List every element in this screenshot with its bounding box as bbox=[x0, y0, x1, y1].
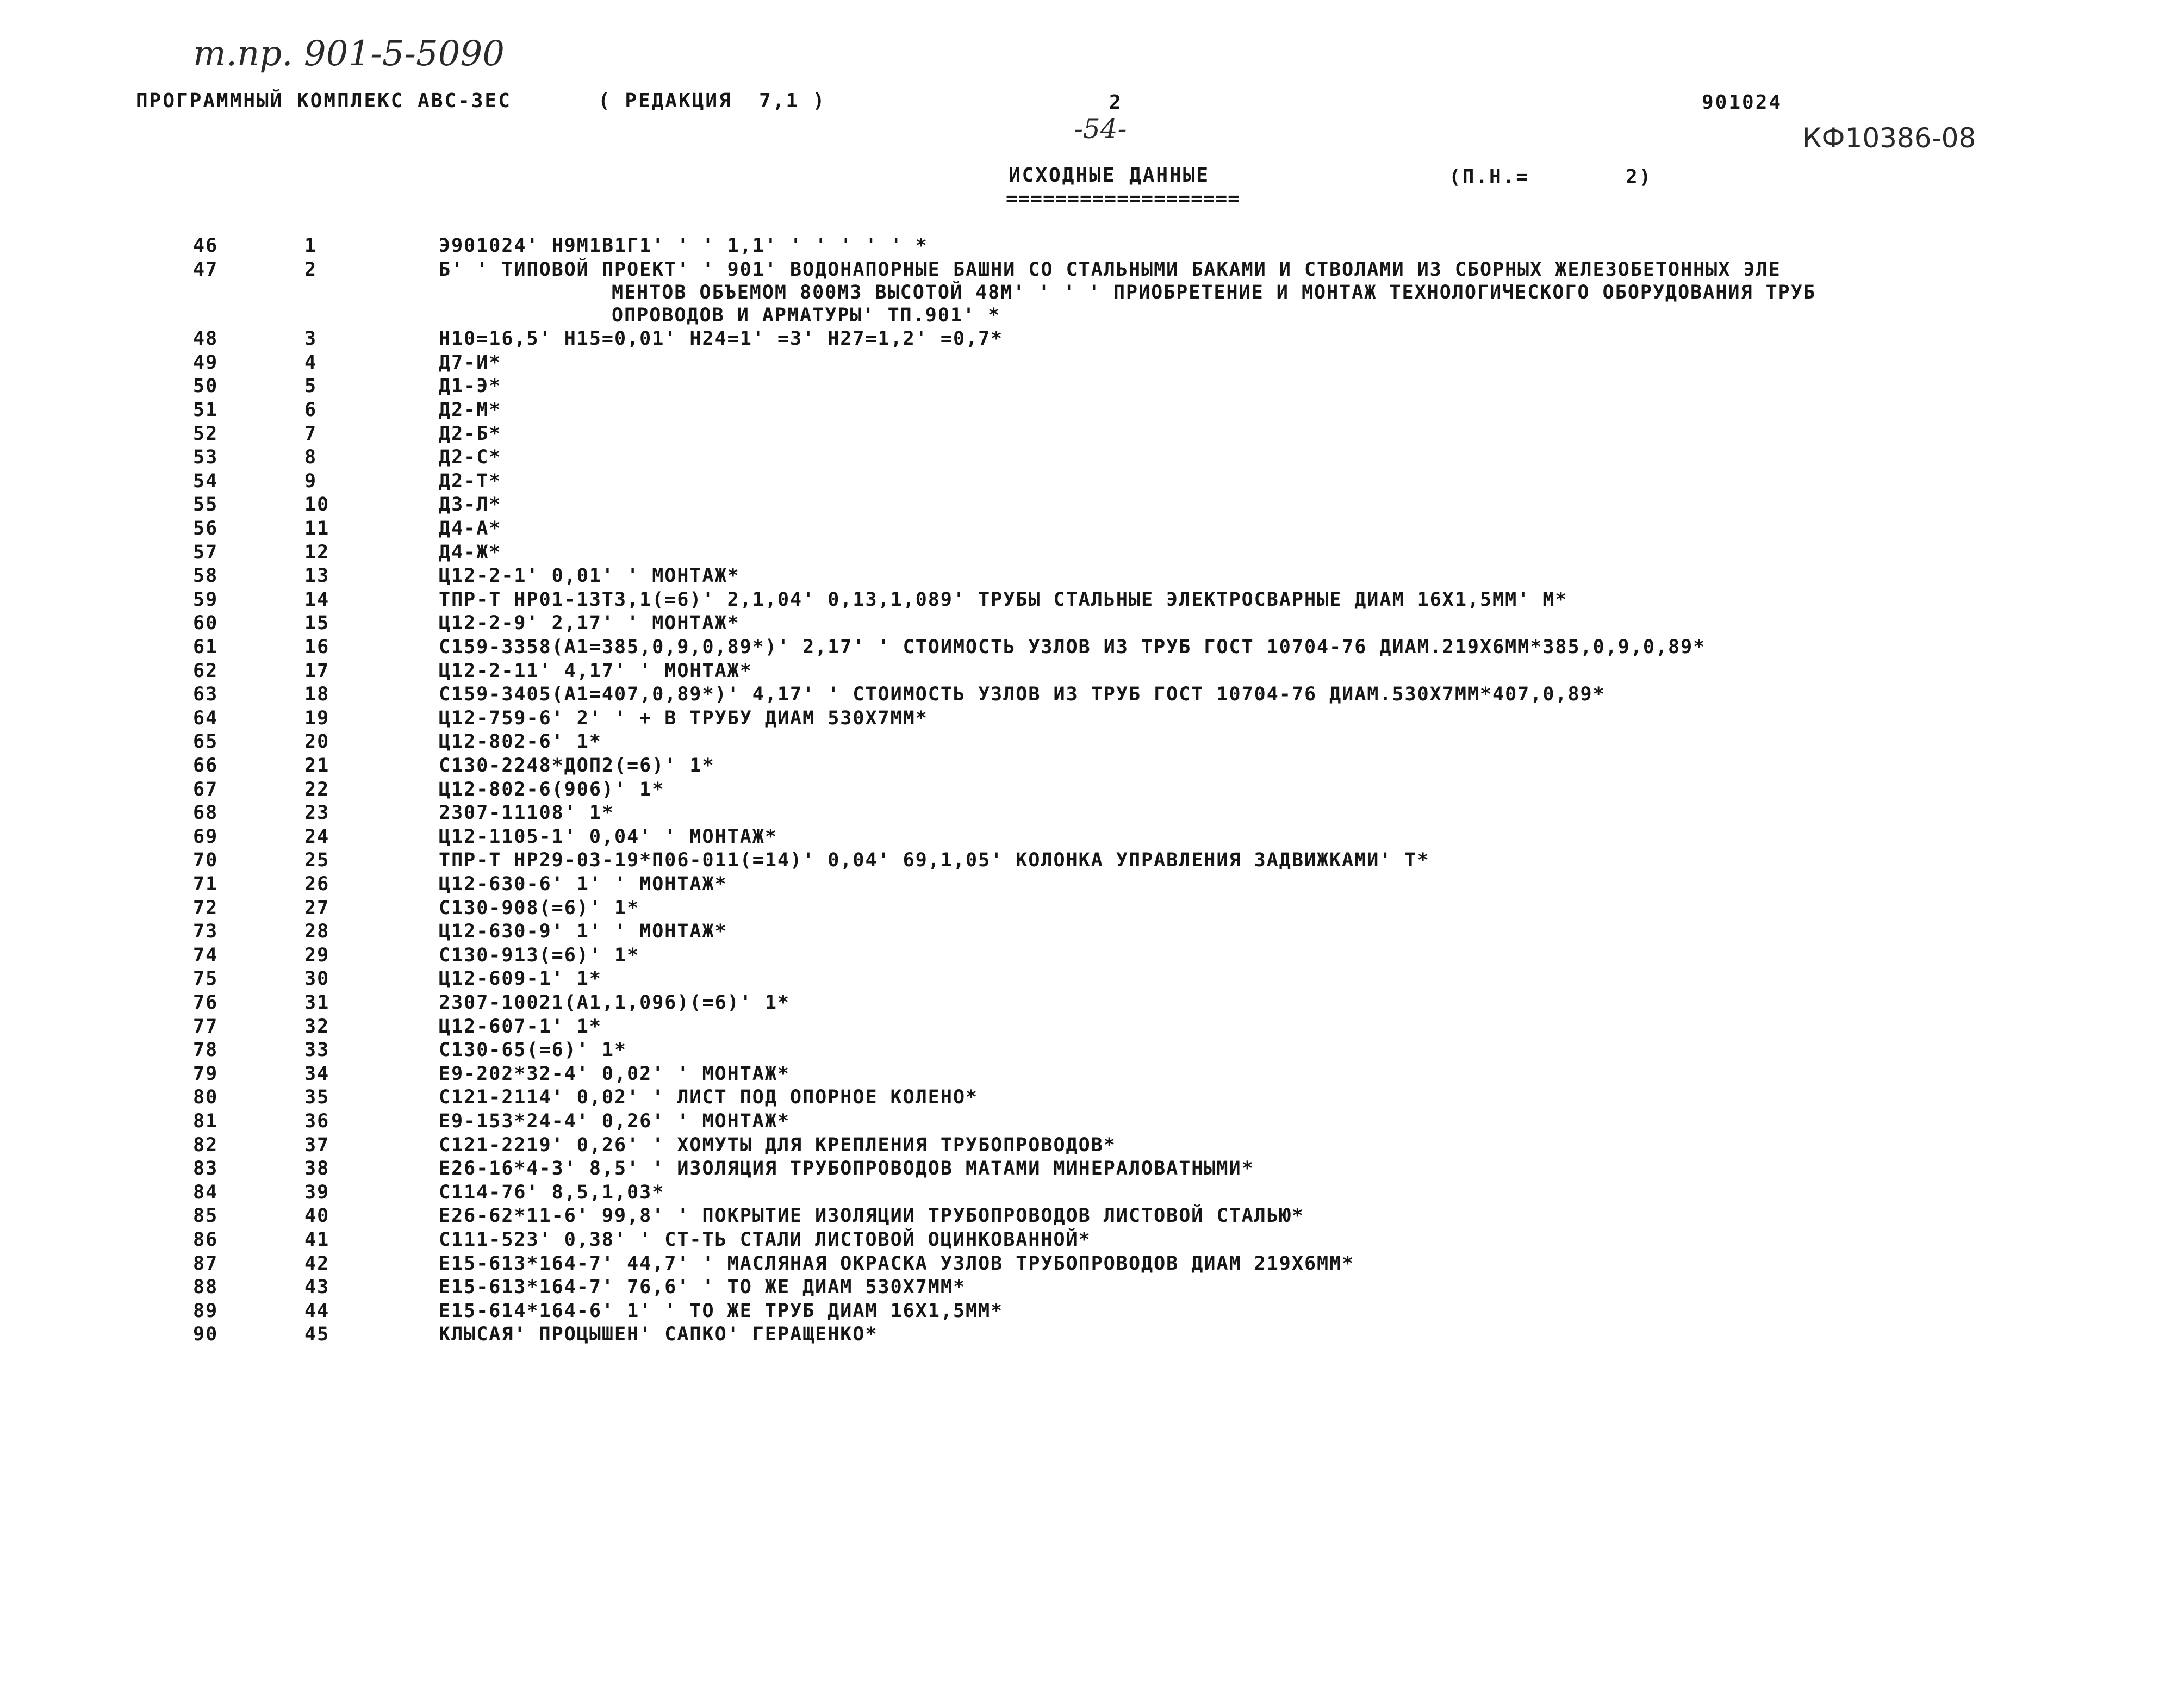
record-line: Д2-Б* bbox=[439, 423, 502, 445]
row-sequence-number: 70 bbox=[193, 849, 219, 872]
section-title-underline: =================== bbox=[1006, 188, 1240, 210]
row-record-number: 43 bbox=[304, 1276, 330, 1299]
row-sequence-number: 60 bbox=[193, 612, 219, 635]
record-line: С121-2219' 0,26' ' ХОМУТЫ ДЛЯ КРЕПЛЕНИЯ ТРУБОПРОВОДОВ* bbox=[439, 1134, 1116, 1156]
row-sequence-number: 53 bbox=[193, 446, 219, 469]
row-record-text bbox=[439, 636, 1706, 659]
row-record-number: 18 bbox=[304, 684, 330, 706]
row-record-text bbox=[439, 1016, 602, 1039]
row-record-number: 17 bbox=[304, 660, 330, 682]
record-line: Н10=16,5' Н15=0,01' Н24=1' =3' Н27=1,2' =0,7* bbox=[439, 328, 1004, 350]
row-sequence-number: 54 bbox=[193, 470, 219, 492]
row-record-text bbox=[439, 707, 928, 730]
row-record-number: 27 bbox=[304, 897, 330, 919]
record-line: С159-3405(А1=407,0,89*)' 4,17' ' СТОИМОСТЬ УЗЛОВ ИЗ ТРУБ ГОСТ 10704-76 ДИАМ.530Х7ММ*407,0,89* bbox=[439, 684, 1606, 706]
handwritten-page-number: -54- bbox=[1074, 113, 1127, 145]
record-line: Ц12-609-1' 1* bbox=[439, 968, 602, 990]
record-line: Э901024' Н9М1В1Г1' ' ' 1,1' ' ' ' ' ' * bbox=[439, 235, 928, 257]
row-sequence-number: 55 bbox=[193, 494, 219, 516]
record-line: Ц12-1105-1' 0,04' ' МОНТАЖ* bbox=[439, 825, 777, 848]
record-line: С121-2114' 0,02' ' ЛИСТ ПОД ОПОРНОЕ КОЛЕНО* bbox=[439, 1086, 979, 1109]
row-sequence-number: 50 bbox=[193, 375, 219, 397]
row-sequence-number: 47 bbox=[193, 258, 219, 281]
row-record-text bbox=[439, 945, 639, 967]
row-record-number: 11 bbox=[304, 518, 330, 539]
row-record-text bbox=[439, 352, 501, 375]
row-sequence-number: 52 bbox=[193, 423, 219, 445]
row-sequence-number: 85 bbox=[193, 1205, 219, 1227]
record-line: Ц12-2-9' 2,17' ' МОНТАЖ* bbox=[439, 612, 740, 635]
record-line: С114-76' 8,5,1,03* bbox=[439, 1181, 665, 1203]
row-record-text bbox=[439, 873, 727, 896]
row-record-number: 45 bbox=[304, 1324, 330, 1346]
row-record-number: 14 bbox=[304, 588, 330, 611]
row-sequence-number: 51 bbox=[193, 399, 219, 421]
row-sequence-number: 64 bbox=[193, 707, 219, 729]
row-record-text bbox=[439, 897, 639, 920]
record-line: Б' ' ТИПОВОЙ ПРОЕКТ' ' 901' ВОДОНАПОРНЫЕ БАШНИ СО СТАЛЬНЫМИ БАКАМИ И СТВОЛАМИ ИЗ СБОРНЫХ ЖЕЛЕЗОБЕТОННЫХ ЭЛЕ bbox=[439, 258, 1781, 281]
row-record-number: 41 bbox=[304, 1229, 330, 1251]
row-record-number: 15 bbox=[304, 612, 330, 635]
row-record-text bbox=[439, 1086, 978, 1109]
row-sequence-number: 58 bbox=[193, 565, 219, 587]
row-sequence-number: 80 bbox=[193, 1086, 219, 1109]
row-record-number: 30 bbox=[304, 968, 330, 990]
row-record-text bbox=[439, 589, 1567, 612]
row-sequence-number: 73 bbox=[193, 921, 219, 943]
row-sequence-number: 88 bbox=[193, 1276, 219, 1299]
row-record-number: 13 bbox=[304, 565, 330, 587]
program-name: ПРОГРАММНЫЙ КОМПЛЕКС АВС-3ЕС bbox=[136, 90, 512, 112]
row-record-text bbox=[439, 259, 1816, 327]
handwritten-doc-ref: т.пр. 901-5-5090 bbox=[193, 34, 505, 74]
record-line: Ц12-2-11' 4,17' ' МОНТАЖ* bbox=[439, 660, 752, 682]
row-record-number: 8 bbox=[304, 446, 318, 469]
record-line: ТПР-Т НР01-13Т3,1(=6)' 2,1,04' 0,13,1,089' ТРУБЫ СТАЛЬНЫЕ ЭЛЕКТРОСВАРНЫЕ ДИАМ 16Х1,5ММ' М* bbox=[439, 588, 1568, 611]
record-line: Ц12-759-6' 2' ' + В ТРУБУ ДИАМ 530Х7ММ* bbox=[439, 707, 928, 729]
row-record-number: 39 bbox=[304, 1181, 330, 1203]
record-line: Е15-614*164-6' 1' ' ТО ЖЕ ТРУБ ДИАМ 16Х1,5ММ* bbox=[439, 1300, 1004, 1322]
row-record-text bbox=[439, 921, 727, 943]
row-record-number: 34 bbox=[304, 1063, 330, 1085]
row-record-number: 2 bbox=[304, 258, 318, 281]
row-record-text bbox=[439, 731, 602, 754]
record-line: Д2-М* bbox=[439, 399, 502, 421]
row-record-text bbox=[439, 1324, 878, 1346]
row-record-text bbox=[439, 1229, 1091, 1252]
row-record-text bbox=[439, 494, 501, 517]
record-line: Д4-А* bbox=[439, 518, 502, 539]
pn-value: 2) bbox=[1626, 166, 1653, 188]
row-record-number: 42 bbox=[304, 1252, 330, 1275]
record-line: Ц12-630-9' 1' ' МОНТАЖ* bbox=[439, 921, 727, 943]
row-sequence-number: 77 bbox=[193, 1015, 219, 1038]
row-record-number: 12 bbox=[304, 541, 330, 563]
row-sequence-number: 59 bbox=[193, 588, 219, 611]
row-record-text bbox=[439, 1276, 966, 1299]
row-sequence-number: 72 bbox=[193, 897, 219, 919]
row-sequence-number: 57 bbox=[193, 541, 219, 563]
record-continuation-line: ОПРОВОДОВ И АРМАТУРЫ' ТП.901' * bbox=[612, 304, 1001, 326]
handwritten-sheet-code: КФ10386-08 bbox=[1802, 122, 1976, 154]
row-sequence-number: 81 bbox=[193, 1110, 219, 1132]
row-record-text bbox=[439, 1205, 1304, 1228]
row-record-number: 24 bbox=[304, 825, 330, 848]
row-record-number: 31 bbox=[304, 992, 330, 1014]
row-record-number: 32 bbox=[304, 1015, 330, 1038]
row-record-number: 3 bbox=[304, 328, 318, 350]
record-line: С130-913(=6)' 1* bbox=[439, 944, 640, 966]
row-sequence-number: 76 bbox=[193, 992, 219, 1014]
row-record-text bbox=[439, 826, 777, 849]
row-sequence-number: 78 bbox=[193, 1039, 219, 1061]
row-record-number: 19 bbox=[304, 707, 330, 729]
row-sequence-number: 79 bbox=[193, 1063, 219, 1085]
record-line: Д4-Ж* bbox=[439, 541, 502, 563]
row-record-text bbox=[439, 779, 664, 802]
row-sequence-number: 49 bbox=[193, 351, 219, 374]
row-record-number: 29 bbox=[304, 944, 330, 966]
row-sequence-number: 75 bbox=[193, 968, 219, 990]
row-sequence-number: 66 bbox=[193, 755, 219, 777]
row-sequence-number: 83 bbox=[193, 1158, 219, 1180]
record-line: Ц12-630-6' 1' ' МОНТАЖ* bbox=[439, 873, 727, 895]
row-record-number: 6 bbox=[304, 399, 318, 421]
record-line: Д1-Э* bbox=[439, 375, 502, 397]
record-line: Д3-Л* bbox=[439, 494, 502, 516]
row-record-number: 20 bbox=[304, 731, 330, 753]
row-record-text bbox=[439, 542, 501, 564]
row-record-text bbox=[439, 755, 715, 778]
row-record-text bbox=[439, 235, 928, 258]
row-record-text bbox=[439, 1063, 790, 1086]
row-record-text bbox=[439, 968, 602, 991]
row-record-text bbox=[439, 660, 752, 683]
row-record-number: 44 bbox=[304, 1300, 330, 1322]
row-record-text bbox=[439, 470, 501, 493]
row-record-text bbox=[439, 1110, 790, 1133]
row-record-text bbox=[439, 1134, 1116, 1157]
row-sequence-number: 56 bbox=[193, 518, 219, 539]
row-record-number: 37 bbox=[304, 1134, 330, 1156]
object-code: 901024 bbox=[1702, 91, 1783, 114]
row-sequence-number: 68 bbox=[193, 802, 219, 824]
record-line: Е26-16*4-3' 8,5' ' ИЗОЛЯЦИЯ ТРУБОПРОВОДОВ МАТАМИ МИНЕРАЛОВАТНЫМИ* bbox=[439, 1158, 1254, 1180]
row-sequence-number: 61 bbox=[193, 636, 219, 658]
row-record-text bbox=[439, 565, 740, 588]
row-record-text bbox=[439, 399, 501, 422]
row-record-text bbox=[439, 375, 501, 398]
row-record-number: 33 bbox=[304, 1039, 330, 1061]
section-title: ИСХОДНЫЕ ДАННЫЕ bbox=[1009, 164, 1210, 187]
row-sequence-number: 48 bbox=[193, 328, 219, 350]
row-record-number: 9 bbox=[304, 470, 318, 492]
row-sequence-number: 86 bbox=[193, 1229, 219, 1251]
row-record-text bbox=[439, 1300, 1003, 1323]
row-record-number: 21 bbox=[304, 755, 330, 777]
row-sequence-number: 62 bbox=[193, 660, 219, 682]
record-line: Е9-202*32-4' 0,02' ' МОНТАЖ* bbox=[439, 1063, 791, 1085]
record-line: 2307-10021(А1,1,096)(=6)' 1* bbox=[439, 992, 791, 1014]
row-record-text bbox=[439, 1182, 664, 1204]
printout-page: 2 bbox=[1109, 91, 1123, 114]
row-record-text bbox=[439, 518, 501, 541]
row-sequence-number: 63 bbox=[193, 684, 219, 706]
record-line: ТПР-Т НР29-03-19*П06-011(=14)' 0,04' 69,1,05' КОЛОНКА УПРАВЛЕНИЯ ЗАДВИЖКАМИ' Т* bbox=[439, 849, 1430, 872]
record-line: КЛЫСАЯ' ПРОЦЫШЕН' САПКО' ГЕРАЩЕНКО* bbox=[439, 1324, 878, 1346]
row-record-number: 26 bbox=[304, 873, 330, 895]
record-line: С111-523' 0,38' ' СТ-ТЬ СТАЛИ ЛИСТОВОЙ ОЦИНКОВАННОЙ* bbox=[439, 1229, 1091, 1251]
row-record-text bbox=[439, 423, 501, 446]
record-line: Ц12-802-6' 1* bbox=[439, 731, 602, 753]
row-sequence-number: 87 bbox=[193, 1252, 219, 1275]
row-sequence-number: 71 bbox=[193, 873, 219, 895]
row-sequence-number: 82 bbox=[193, 1134, 219, 1156]
row-sequence-number: 89 bbox=[193, 1300, 219, 1322]
row-sequence-number: 84 bbox=[193, 1181, 219, 1203]
record-line: Е15-613*164-7' 76,6' ' ТО ЖЕ ДИАМ 530Х7ММ* bbox=[439, 1276, 966, 1299]
row-record-text bbox=[439, 849, 1430, 872]
row-sequence-number: 46 bbox=[193, 235, 219, 257]
row-record-number: 1 bbox=[304, 235, 318, 257]
row-record-number: 38 bbox=[304, 1158, 330, 1180]
record-line: Д2-С* bbox=[439, 446, 502, 469]
record-line: Д7-И* bbox=[439, 351, 502, 374]
row-record-text bbox=[439, 992, 790, 1015]
row-record-text bbox=[439, 612, 740, 635]
row-record-text bbox=[439, 1158, 1254, 1181]
record-line: Е26-62*11-6' 99,8' ' ПОКРЫТИЕ ИЗОЛЯЦИИ ТРУБОПРОВОДОВ ЛИСТОВОЙ СТАЛЬЮ* bbox=[439, 1205, 1304, 1227]
row-sequence-number: 65 bbox=[193, 731, 219, 753]
pn-label: (П.Н.= bbox=[1449, 166, 1530, 188]
record-line: Ц12-607-1' 1* bbox=[439, 1015, 602, 1038]
record-line: Ц12-802-6(906)' 1* bbox=[439, 778, 665, 800]
edition-label: ( РЕДАКЦИЯ 7,1 ) bbox=[598, 90, 826, 112]
row-record-text bbox=[439, 802, 614, 825]
record-line: С159-3358(А1=385,0,9,0,89*)' 2,17' ' СТОИМОСТЬ УЗЛОВ ИЗ ТРУБ ГОСТ 10704-76 ДИАМ.219Х6ММ*385,0,9,0,89* bbox=[439, 636, 1706, 658]
row-record-number: 4 bbox=[304, 351, 318, 374]
row-sequence-number: 90 bbox=[193, 1324, 219, 1346]
row-sequence-number: 74 bbox=[193, 944, 219, 966]
record-line: Е15-613*164-7' 44,7' ' МАСЛЯНАЯ ОКРАСКА УЗЛОВ ТРУБОПРОВОДОВ ДИАМ 219Х6ММ* bbox=[439, 1252, 1355, 1275]
row-record-number: 35 bbox=[304, 1086, 330, 1109]
row-record-text bbox=[439, 1039, 627, 1062]
row-record-text bbox=[439, 684, 1606, 706]
row-record-text bbox=[439, 446, 501, 469]
record-line: Е9-153*24-4' 0,26' ' МОНТАЖ* bbox=[439, 1110, 791, 1132]
row-record-number: 23 bbox=[304, 802, 330, 824]
row-record-text bbox=[439, 1253, 1354, 1276]
row-record-text bbox=[439, 328, 1003, 351]
record-line: С130-65(=6)' 1* bbox=[439, 1039, 627, 1061]
row-record-number: 7 bbox=[304, 423, 318, 445]
row-sequence-number: 67 bbox=[193, 778, 219, 800]
record-line: Ц12-2-1' 0,01' ' МОНТАЖ* bbox=[439, 565, 740, 587]
row-record-number: 28 bbox=[304, 921, 330, 943]
row-record-number: 5 bbox=[304, 375, 318, 397]
record-line: 2307-11108' 1* bbox=[439, 802, 615, 824]
row-record-number: 16 bbox=[304, 636, 330, 658]
record-continuation-line: МЕНТОВ ОБЪЕМОМ 800М3 ВЫСОТОЙ 48М' ' ' ' ПРИОБРЕТЕНИЕ И МОНТАЖ ТЕХНОЛОГИЧЕСКОГО ОБОРУДОВАНИЯ ТРУБ bbox=[612, 281, 1816, 303]
row-sequence-number: 69 bbox=[193, 825, 219, 848]
record-line: С130-908(=6)' 1* bbox=[439, 897, 640, 919]
record-line: Д2-Т* bbox=[439, 470, 502, 492]
row-record-number: 22 bbox=[304, 778, 330, 800]
row-record-number: 25 bbox=[304, 849, 330, 872]
row-record-number: 36 bbox=[304, 1110, 330, 1132]
record-line: С130-2248*ДОП2(=6)' 1* bbox=[439, 755, 715, 777]
row-record-number: 10 bbox=[304, 494, 330, 516]
row-record-number: 40 bbox=[304, 1205, 330, 1227]
